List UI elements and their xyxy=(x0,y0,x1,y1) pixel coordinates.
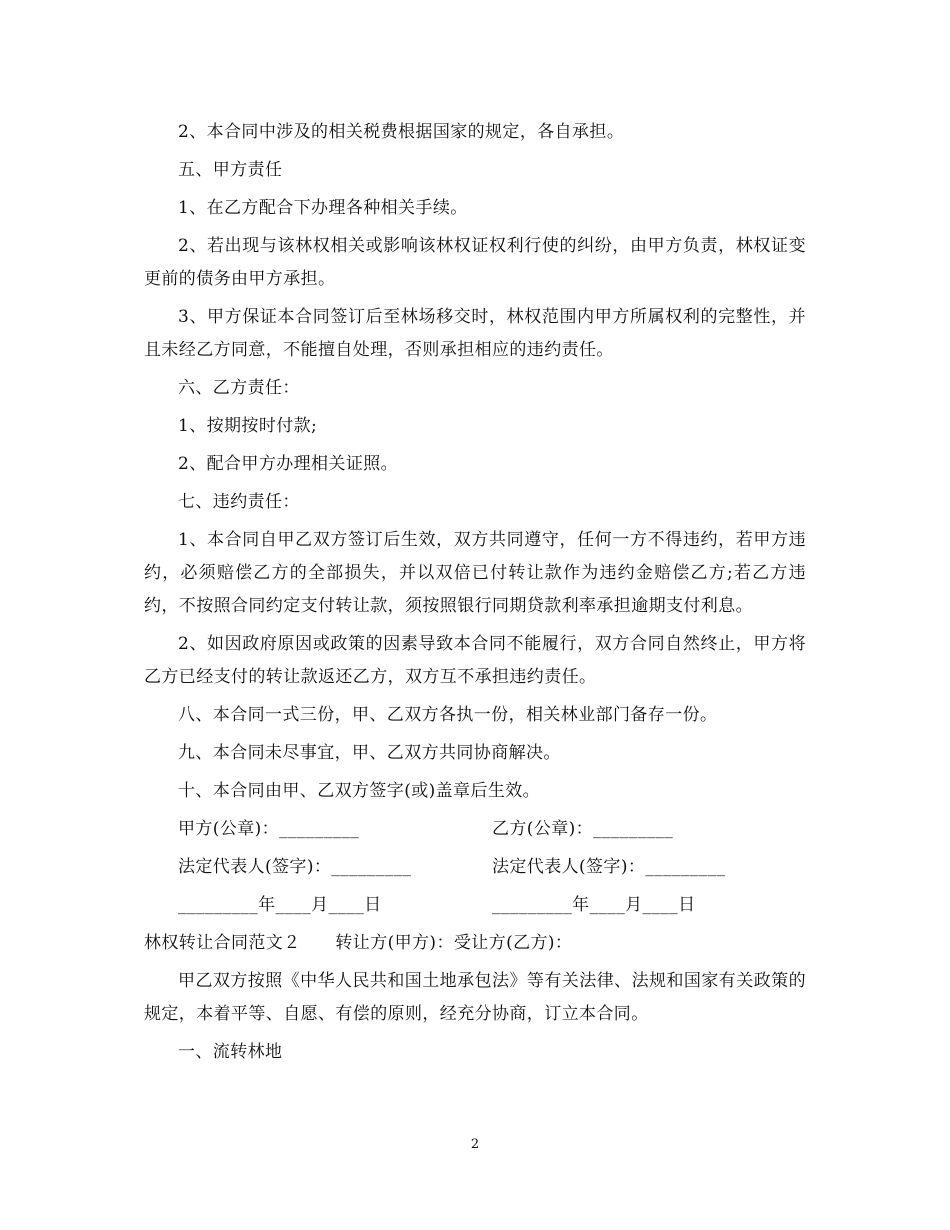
clause-breach-1: 1、本合同自甲乙双方签订后生效，双方共同遵守，任何一方不得违约，若甲方违约，必须赔偿乙方的全部损失，并以双倍已付转让款作为违约金赔偿乙方;若乙方违约，不按照合同约定支付转让款，须按照银行同期贷款利率承担逾期支付利息。 xyxy=(144,530,806,616)
heading-party-a-duties: 五、甲方责任 xyxy=(178,160,283,180)
party-a-representative-line: 法定代表人(签字)：_________ xyxy=(178,857,412,877)
clause-a-1: 1、在乙方配合下办理各种相关手续。 xyxy=(178,198,468,218)
document-body xyxy=(144,116,806,1074)
clause-breach-2: 2、如因政府原因或政策的因素导致本合同不能履行，双方合同自然终止，甲方将乙方已经支付的转让款返还乙方，双方互不承担违约责任。 xyxy=(144,634,806,687)
clause-b-2: 2、配合甲方办理相关证照。 xyxy=(178,454,399,474)
signature-seal-row xyxy=(144,813,806,846)
party-a-seal-line: 甲方(公章)：_________ xyxy=(178,819,360,839)
clause-effective: 十、本合同由甲、乙双方签字(或)盖章后生效。 xyxy=(178,781,541,801)
party-b-date-line: _________年____月____日 xyxy=(492,895,696,915)
signature-date-row xyxy=(144,889,806,922)
heading-breach: 七、违约责任： xyxy=(178,492,300,512)
heading-party-b-duties: 六、乙方责任： xyxy=(178,378,300,398)
clause-a-2: 2、若出现与该林权相关或影响该林权证权利行使的纠纷，由甲方负责，林权证变更前的债务由甲方承担。 xyxy=(144,236,806,289)
party-b-representative-line: 法定代表人(签字)：_________ xyxy=(492,857,726,877)
clause-negotiation: 九、本合同未尽事宜，甲、乙双方共同协商解决。 xyxy=(178,743,561,763)
clause-tax: 2、本合同中涉及的相关税费根据国家的规定，各自承担。 xyxy=(178,122,625,142)
clause-a-3: 3、甲方保证本合同签订后至林场移交时，林权范围内甲方所属权利的完整性，并且未经乙方同意，不能擅自处理，否则承担相应的违约责任。 xyxy=(144,307,806,360)
section-2-heading: 林权转让合同范文２ 转让方(甲方)：受让方(乙方)： xyxy=(144,933,573,953)
clause-copies: 八、本合同一式三份，甲、乙双方各执一份，相关林业部门备存一份。 xyxy=(178,705,718,725)
section-2-intro: 甲乙双方按照《中华人民共和国土地承包法》等有关法律、法规和国家有关政策的规定，本着平等、自愿、有偿的原则，经充分协商，订立本合同。 xyxy=(144,971,806,1024)
signature-representative-row xyxy=(144,851,806,884)
clause-b-1: 1、按期按时付款; xyxy=(178,416,318,436)
party-b-seal-line: 乙方(公章)：_________ xyxy=(492,819,674,839)
page-number: 2 xyxy=(470,1137,480,1152)
party-a-date-line: _________年____月____日 xyxy=(178,895,382,915)
section-2-item-1: 一、流转林地 xyxy=(178,1042,283,1062)
